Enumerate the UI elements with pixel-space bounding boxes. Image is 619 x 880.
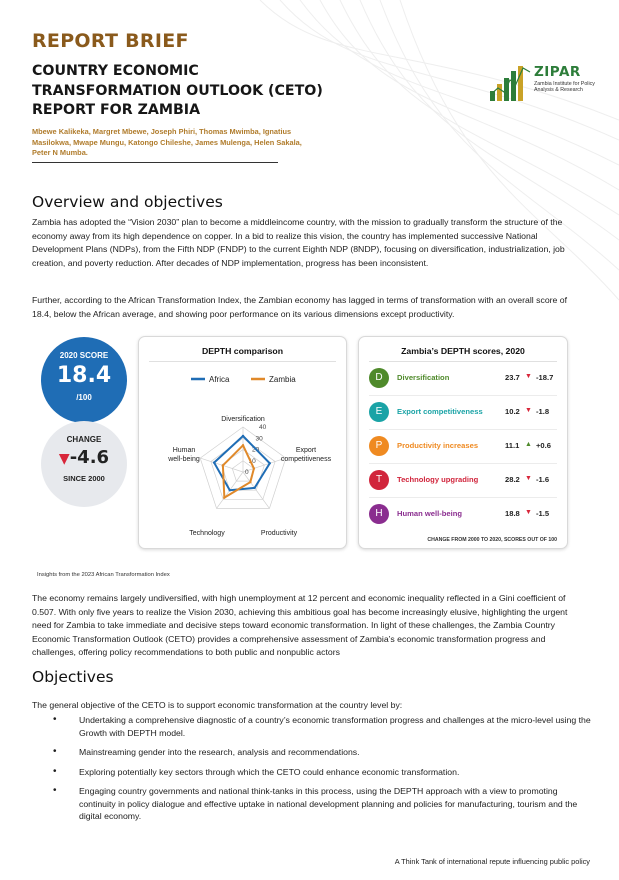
scores-panel-title: Zambia’s DEPTH scores, 2020 (401, 346, 525, 356)
dimension-name: Diversification (397, 373, 450, 382)
dimension-score: 10.2 (505, 407, 520, 416)
dimension-score: 11.1 (505, 441, 520, 450)
depth-chart-title: DEPTH comparison (201, 346, 284, 356)
dimension-name: Technology upgrading (397, 475, 479, 484)
radar-axis-label: Export competitiveness (280, 447, 332, 463)
dimension-letter: P (369, 436, 389, 456)
dimension-change: -1.5 (536, 509, 550, 518)
down-triangle-icon: ▼ (525, 407, 532, 414)
objectives-heading: Objectives (32, 668, 114, 686)
score-value: 18.4 (56, 363, 112, 388)
report-kicker: REPORT BRIEF (32, 30, 189, 52)
down-triangle-icon: ▼ (525, 373, 532, 380)
overview-paragraph-1: Zambia has adopted the “Vision 2030” plan to become a middleincome country, with the mission to gradually transform the structure of the economy away from its high dependence on copper. In a bid to realize this vision, the country has implemented successive National Development Plans (NDPs), from the Fifth NDP (FNDP) to the current Eighth NDP (8NDP), focusing on diversification, industrialization, job creation, and poverty reduction. After decades of NDP implementation, progress has been inconsistent. (32, 217, 565, 268)
series-point-zambia (249, 481, 251, 483)
dimension-score: 28.2 (505, 475, 520, 484)
score-row-export-competitiveness (369, 402, 559, 426)
dimension-letter: E (369, 402, 389, 422)
radar-series (213, 435, 271, 499)
series-point-africa (269, 462, 271, 464)
logo-name: ZIPAR (534, 64, 581, 80)
score-row-productivity-increases (369, 436, 559, 460)
series-point-zambia (242, 444, 244, 446)
dimension-change: -1.6 (536, 475, 550, 484)
series-point-zambia (222, 464, 224, 466)
depth-scores-card (358, 336, 568, 549)
score-row-human-well-being (369, 504, 559, 528)
title-divider (32, 162, 278, 163)
scores-footnote: CHANGE FROM 2000 TO 2020, SCORES OUT OF 100 (427, 537, 557, 543)
row-divider (369, 395, 557, 396)
radar-axis-label: Productivity (260, 530, 298, 537)
legend-label-africa: Africa (209, 375, 230, 384)
authors: Mbewe Kalikeka, Margret Mbewe, Joseph Phiri, Thomas Mwimba, Ignatius Masilokwa, Mwape Mungu, Katongo Chileshe, James Mulenga, Helen Sakala, Peter N Mumba. (32, 127, 302, 157)
down-triangle-icon: ▼ (525, 509, 532, 516)
overview-heading: Overview and objectives (32, 193, 223, 211)
radar-axis-label: Technology (189, 530, 225, 537)
dimension-change: -18.7 (536, 373, 554, 382)
change-value: -4.6 (69, 447, 110, 468)
objectives-intro: The general objective of the CETO is to support economic transformation at the country level by: (32, 700, 403, 710)
dimension-change: +0.6 (536, 441, 551, 450)
dimension-change: -1.8 (536, 407, 550, 416)
down-triangle-icon: ▼ (58, 451, 70, 467)
list-item: • Exploring potentially key sectors through which the CETO could enhance economic transformation. (53, 766, 593, 779)
change-label: CHANGE (66, 435, 102, 444)
depth-comparison-card (138, 336, 347, 549)
radar-labels (167, 416, 331, 537)
depth-radar-chart (139, 365, 348, 550)
footer-tagline: A Think Tank of international repute influencing public policy (394, 857, 590, 866)
radar-axis-label: Human well-being (168, 447, 200, 463)
change-badge (41, 421, 127, 507)
report-title: COUNTRY ECONOMIC TRANSFORMATION OUTLOOK (CETO) REPORT FOR ZAMBIA (32, 63, 323, 118)
row-divider (369, 497, 557, 498)
row-divider (369, 463, 557, 464)
insights-caption: Insights from the 2023 African Transformation Index (37, 572, 170, 578)
dimension-name: Productivity increases (397, 441, 479, 450)
radar-tick-label: 20 (252, 446, 260, 454)
score-row-technology-upgrading (369, 470, 559, 494)
radar-tick-label: 10 (248, 457, 256, 465)
radar-tick-label: 40 (259, 424, 267, 431)
dimension-name: Human well-being (397, 509, 462, 518)
dimension-letter: H (369, 504, 389, 524)
dimension-score: 18.8 (505, 509, 520, 518)
chart-legend (191, 375, 296, 384)
radar-tick-label: 30 (255, 435, 263, 443)
radar-axis-label: Diversification (221, 416, 265, 423)
series-point-africa (253, 487, 255, 489)
radar-tick-label: 0 (245, 469, 249, 476)
legend-label-zambia: Zambia (269, 375, 296, 384)
dimension-letter: T (369, 470, 389, 490)
series-point-africa (229, 489, 231, 491)
series-point-zambia (223, 496, 225, 498)
paragraph-3: The economy remains largely undiversified, with high unemployment at 12 percent and economic inequality reflected in a Gini coefficient of 0.507. With only five years to realize the Vision 2030, achieving this ambitious goal has become increasingly elusive, highlighting the urgent need for Zambia to take immediate and decisive steps toward economic transformation. In light of these challenges, the Zambia Country Economic Transformation Outlook (CETO) provides a comprehensive assessment of Zambia’s economic transformation progress and challenges, offering policy recommendations to both public and nonpublic actors (32, 593, 568, 657)
dimension-score: 23.7 (505, 373, 520, 382)
down-triangle-icon: ▼ (525, 475, 532, 482)
score-badge (41, 337, 127, 423)
row-divider (369, 429, 557, 430)
overview-paragraph-2: Further, according to the African Transformation Index, the Zambian economy has lagged in terms of transformation with an overall score of 18.4, below the African average, and showing poor performance on its various dimensions except productivity. (32, 295, 568, 319)
series-point-africa (213, 461, 215, 463)
dimension-name: Export competitiveness (397, 407, 483, 416)
score-unit: /100 (76, 393, 92, 402)
score-label: 2020 SCORE (59, 351, 109, 360)
series-point-zambia (253, 467, 255, 469)
up-triangle-icon: ▲ (525, 441, 532, 448)
logo-subtitle: Zambia Institute for Policy Analysis & Research (534, 81, 595, 94)
list-item: • Engaging country governments and national think-tanks in this process, using the DEPTH approach with a view to promoting continuity in policy dialogue and effective uptake in national development planning and policies for manufacturing, tourism and the digital economy. (53, 785, 593, 823)
series-point-africa (242, 435, 244, 437)
score-row-diversification (369, 368, 559, 392)
list-item: • Undertaking a comprehensive diagnostic of a country’s economic transformation progress and challenges at the micro-level using the Growth with DEPTH model. (53, 714, 593, 739)
dimension-letter: D (369, 368, 389, 388)
list-item: • Mainstreaming gender into the research, analysis and recommendations. (53, 746, 593, 759)
change-unit: SINCE 2000 (63, 474, 105, 483)
objectives-list (53, 714, 593, 830)
